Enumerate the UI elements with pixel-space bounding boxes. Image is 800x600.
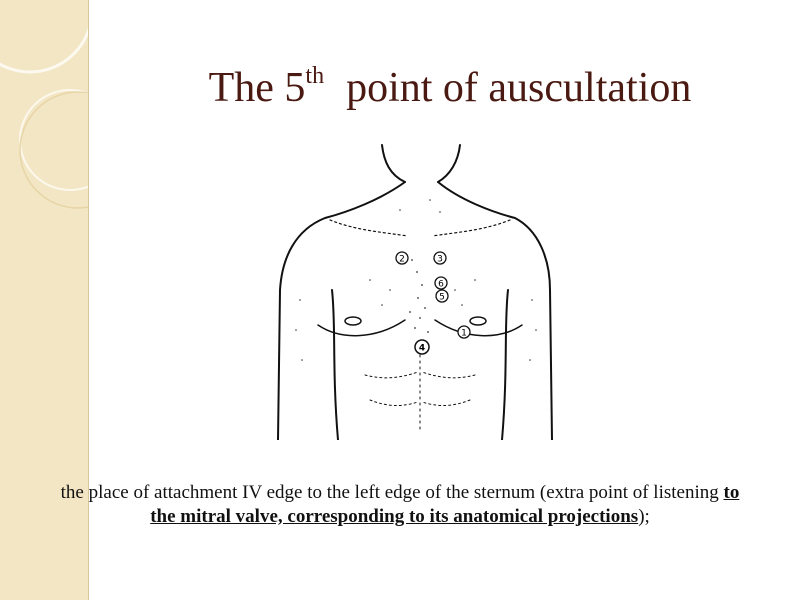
point-4-label: 4 [418, 343, 426, 354]
point-6-label: 6 [438, 279, 444, 290]
point-2-label: 2 [399, 254, 405, 265]
chest-auscultation-diagram [270, 140, 560, 440]
slide-caption [50, 481, 750, 529]
torso-outline [278, 145, 552, 440]
auscultation-points [396, 252, 470, 354]
caption-end: ); [638, 506, 650, 527]
point-5-label: 5 [439, 292, 445, 303]
title-superscript: th [305, 63, 325, 89]
title-rest: point of auscultation [346, 65, 692, 111]
point-3-marker [434, 252, 446, 265]
point-6-marker [435, 277, 447, 290]
point-2-marker [396, 252, 408, 265]
caption-underlined-text: to the mitral valve, corresponding to its anatomical projections [150, 482, 740, 527]
point-1-marker [458, 326, 470, 339]
title-main: The 5 [208, 65, 306, 111]
slide-title [100, 52, 800, 112]
caption-text: the place of attachment IV edge to the left edge of the sternum (extra point of listening [60, 482, 724, 503]
point-1-label: 1 [461, 328, 467, 339]
point-5-marker [436, 290, 448, 303]
point-3-label: 3 [437, 254, 443, 265]
point-4-marker [415, 340, 429, 354]
